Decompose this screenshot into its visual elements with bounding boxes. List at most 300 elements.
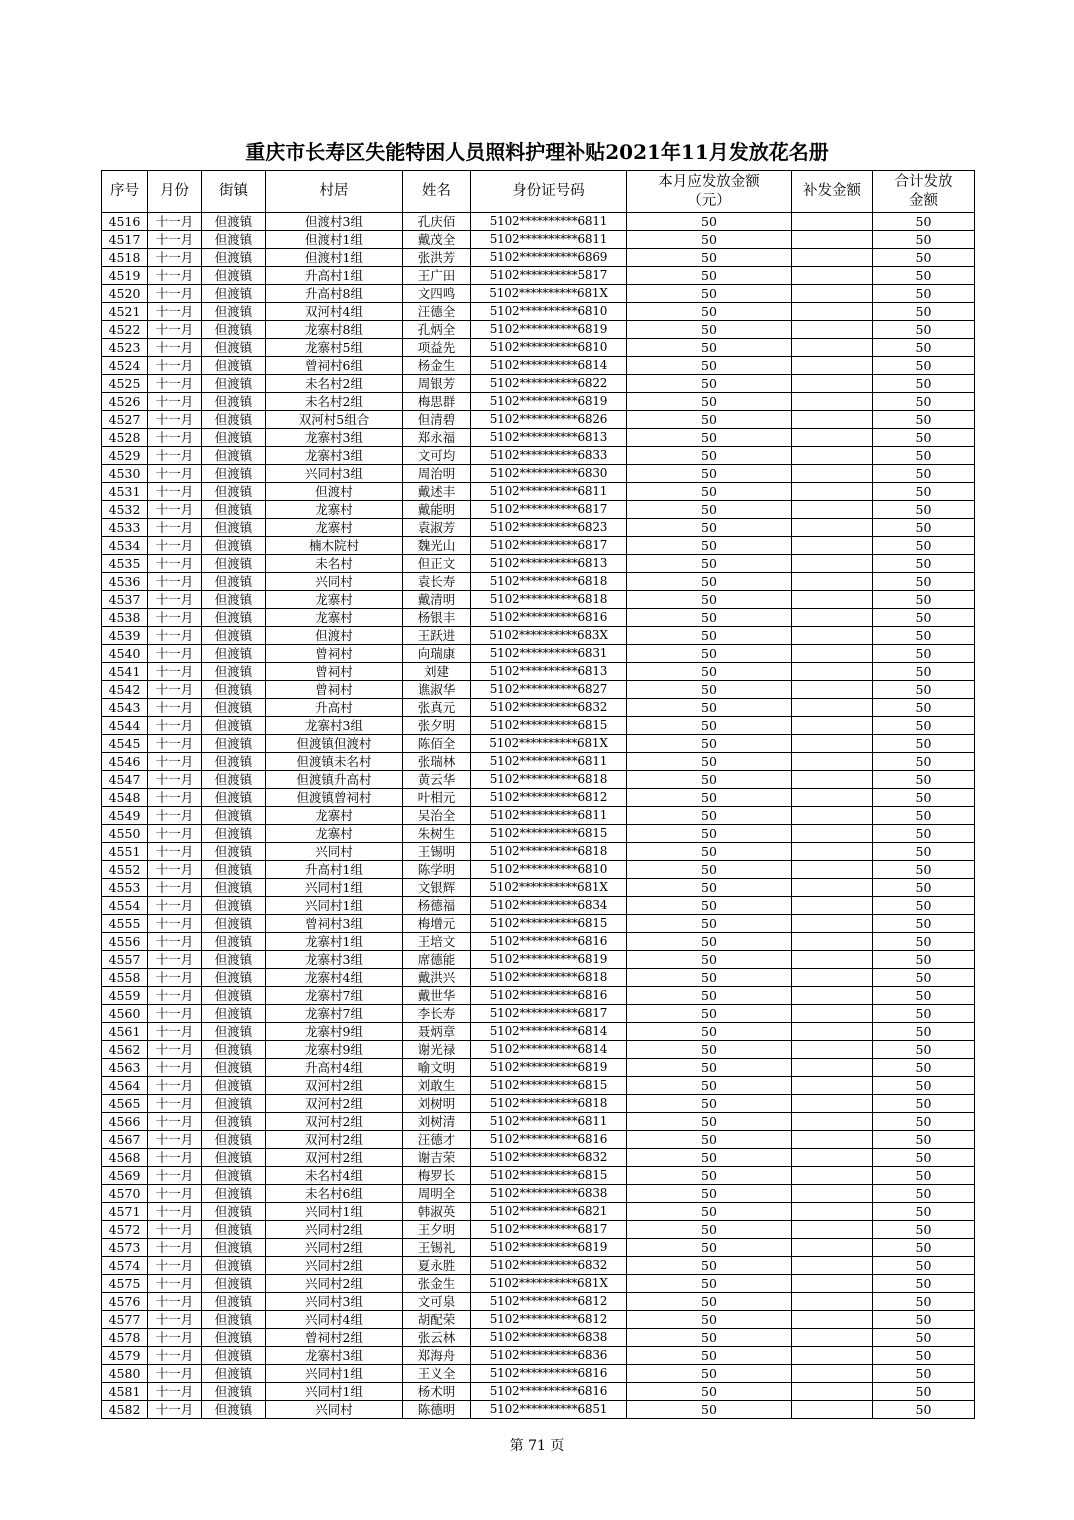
supplement-cell (792, 699, 873, 717)
month-cell: 十一月 (148, 1005, 202, 1023)
name-cell: 文四鸣 (403, 285, 471, 303)
total-cell: 50 (873, 969, 975, 987)
amount-cell: 50 (627, 861, 792, 879)
id-cell: 5102**********6811 (471, 231, 627, 249)
amount-cell: 50 (627, 1113, 792, 1131)
month-cell: 十一月 (148, 1095, 202, 1113)
town-cell: 但渡镇 (202, 717, 266, 735)
amount-cell: 50 (627, 429, 792, 447)
supplement-cell (792, 1185, 873, 1203)
total-cell: 50 (873, 1149, 975, 1167)
amount-cell: 50 (627, 663, 792, 681)
id-cell: 5102**********6819 (471, 321, 627, 339)
amount-cell: 50 (627, 231, 792, 249)
month-cell: 十一月 (148, 1329, 202, 1347)
village-cell: 双河村2组 (266, 1095, 403, 1113)
town-cell: 但渡镇 (202, 1113, 266, 1131)
seq-cell: 4545 (102, 735, 148, 753)
town-cell: 但渡镇 (202, 1221, 266, 1239)
header-col-month: 月份 (148, 171, 202, 213)
town-cell: 但渡镇 (202, 1203, 266, 1221)
total-cell: 50 (873, 1347, 975, 1365)
town-cell: 但渡镇 (202, 429, 266, 447)
id-cell: 5102**********6811 (471, 1113, 627, 1131)
name-cell: 刘建 (403, 663, 471, 681)
id-cell: 5102**********6812 (471, 1293, 627, 1311)
town-cell: 但渡镇 (202, 897, 266, 915)
total-cell: 50 (873, 1401, 975, 1419)
table-row (102, 1149, 975, 1167)
name-cell: 魏光山 (403, 537, 471, 555)
town-cell: 但渡镇 (202, 735, 266, 753)
id-cell: 5102**********6827 (471, 681, 627, 699)
seq-cell: 4575 (102, 1275, 148, 1293)
town-cell: 但渡镇 (202, 861, 266, 879)
seq-cell: 4549 (102, 807, 148, 825)
seq-cell: 4521 (102, 303, 148, 321)
total-cell: 50 (873, 375, 975, 393)
supplement-cell (792, 501, 873, 519)
village-cell: 曾祠村6组 (266, 357, 403, 375)
supplement-cell (792, 429, 873, 447)
village-cell: 双河村2组 (266, 1113, 403, 1131)
supplement-cell (792, 1239, 873, 1257)
supplement-cell (792, 1221, 873, 1239)
village-cell: 曾祠村 (266, 681, 403, 699)
name-cell: 周银芳 (403, 375, 471, 393)
village-cell: 未名村6组 (266, 1185, 403, 1203)
amount-cell: 50 (627, 681, 792, 699)
amount-cell: 50 (627, 267, 792, 285)
seq-cell: 4518 (102, 249, 148, 267)
id-cell: 5102**********6816 (471, 1383, 627, 1401)
amount-cell: 50 (627, 357, 792, 375)
town-cell: 但渡镇 (202, 573, 266, 591)
amount-cell: 50 (627, 339, 792, 357)
id-cell: 5102**********6815 (471, 1077, 627, 1095)
supplement-cell (792, 267, 873, 285)
supplement-cell (792, 285, 873, 303)
town-cell: 但渡镇 (202, 213, 266, 231)
seq-cell: 4547 (102, 771, 148, 789)
supplement-cell (792, 1275, 873, 1293)
name-cell: 席德能 (403, 951, 471, 969)
table-row (102, 1311, 975, 1329)
month-cell: 十一月 (148, 969, 202, 987)
name-cell: 梅增元 (403, 915, 471, 933)
village-cell: 升高村1组 (266, 861, 403, 879)
supplement-cell (792, 807, 873, 825)
town-cell: 但渡镇 (202, 411, 266, 429)
total-cell: 50 (873, 411, 975, 429)
total-cell: 50 (873, 951, 975, 969)
name-cell: 刘树清 (403, 1113, 471, 1131)
village-cell: 龙寨村7组 (266, 1005, 403, 1023)
total-cell: 50 (873, 501, 975, 519)
month-cell: 十一月 (148, 303, 202, 321)
table-row (102, 537, 975, 555)
amount-cell: 50 (627, 753, 792, 771)
town-cell: 但渡镇 (202, 663, 266, 681)
total-cell: 50 (873, 1167, 975, 1185)
supplement-cell (792, 681, 873, 699)
table-row (102, 771, 975, 789)
total-cell: 50 (873, 627, 975, 645)
supplement-cell (792, 1347, 873, 1365)
supplement-cell (792, 1041, 873, 1059)
amount-cell: 50 (627, 1059, 792, 1077)
month-cell: 十一月 (148, 285, 202, 303)
table-row (102, 915, 975, 933)
month-cell: 十一月 (148, 807, 202, 825)
total-cell: 50 (873, 591, 975, 609)
id-cell: 5102**********6815 (471, 915, 627, 933)
seq-cell: 4556 (102, 933, 148, 951)
month-cell: 十一月 (148, 1167, 202, 1185)
month-cell: 十一月 (148, 1113, 202, 1131)
id-cell: 5102**********6834 (471, 897, 627, 915)
total-cell: 50 (873, 1239, 975, 1257)
id-cell: 5102**********6838 (471, 1329, 627, 1347)
table-row (102, 1005, 975, 1023)
month-cell: 十一月 (148, 609, 202, 627)
id-cell: 5102**********6811 (471, 807, 627, 825)
table-row (102, 897, 975, 915)
total-cell: 50 (873, 681, 975, 699)
town-cell: 但渡镇 (202, 969, 266, 987)
total-cell: 50 (873, 285, 975, 303)
amount-cell: 50 (627, 1095, 792, 1113)
supplement-cell (792, 1257, 873, 1275)
table-row (102, 213, 975, 231)
name-cell: 汪德才 (403, 1131, 471, 1149)
supplement-cell (792, 1203, 873, 1221)
village-cell: 双河村5组合 (266, 411, 403, 429)
id-cell: 5102**********6833 (471, 447, 627, 465)
month-cell: 十一月 (148, 1149, 202, 1167)
name-cell: 陈德明 (403, 1401, 471, 1419)
table-row (102, 627, 975, 645)
seq-cell: 4534 (102, 537, 148, 555)
month-cell: 十一月 (148, 681, 202, 699)
village-cell: 兴同村1组 (266, 1365, 403, 1383)
village-cell: 但渡村 (266, 627, 403, 645)
total-cell: 50 (873, 555, 975, 573)
id-cell: 5102**********6816 (471, 987, 627, 1005)
amount-cell: 50 (627, 303, 792, 321)
total-cell: 50 (873, 933, 975, 951)
name-cell: 王锡明 (403, 843, 471, 861)
village-cell: 龙寨村5组 (266, 339, 403, 357)
id-cell: 5102**********6819 (471, 393, 627, 411)
seq-cell: 4577 (102, 1311, 148, 1329)
table-row (102, 285, 975, 303)
town-cell: 但渡镇 (202, 303, 266, 321)
table-row (102, 645, 975, 663)
amount-cell: 50 (627, 1185, 792, 1203)
table-row (102, 1221, 975, 1239)
seq-cell: 4520 (102, 285, 148, 303)
total-cell: 50 (873, 1383, 975, 1401)
supplement-cell (792, 213, 873, 231)
name-cell: 梅思群 (403, 393, 471, 411)
month-cell: 十一月 (148, 231, 202, 249)
town-cell: 但渡镇 (202, 699, 266, 717)
id-cell: 5102**********6811 (471, 753, 627, 771)
town-cell: 但渡镇 (202, 1149, 266, 1167)
amount-cell: 50 (627, 1383, 792, 1401)
town-cell: 但渡镇 (202, 951, 266, 969)
supplement-cell (792, 1329, 873, 1347)
seq-cell: 4557 (102, 951, 148, 969)
id-cell: 5102**********6814 (471, 357, 627, 375)
supplement-cell (792, 573, 873, 591)
total-cell: 50 (873, 1257, 975, 1275)
supplement-cell (792, 1113, 873, 1131)
town-cell: 但渡镇 (202, 1401, 266, 1419)
table-row (102, 969, 975, 987)
supplement-cell (792, 537, 873, 555)
id-cell: 5102**********6823 (471, 519, 627, 537)
town-cell: 但渡镇 (202, 987, 266, 1005)
table-row (102, 573, 975, 591)
total-cell: 50 (873, 1203, 975, 1221)
id-cell: 5102**********6818 (471, 591, 627, 609)
supplement-cell (792, 339, 873, 357)
town-cell: 但渡镇 (202, 555, 266, 573)
amount-cell: 50 (627, 627, 792, 645)
name-cell: 谢光禄 (403, 1041, 471, 1059)
seq-cell: 4525 (102, 375, 148, 393)
total-cell: 50 (873, 519, 975, 537)
name-cell: 王培文 (403, 933, 471, 951)
supplement-cell (792, 303, 873, 321)
total-cell: 50 (873, 753, 975, 771)
amount-cell: 50 (627, 1257, 792, 1275)
seq-cell: 4533 (102, 519, 148, 537)
table-row (102, 753, 975, 771)
total-cell: 50 (873, 303, 975, 321)
table-row (102, 1383, 975, 1401)
month-cell: 十一月 (148, 861, 202, 879)
month-cell: 十一月 (148, 465, 202, 483)
supplement-cell (792, 231, 873, 249)
id-cell: 5102**********6817 (471, 1221, 627, 1239)
id-cell: 5102**********6818 (471, 771, 627, 789)
month-cell: 十一月 (148, 1347, 202, 1365)
table-row (102, 609, 975, 627)
name-cell: 朱树生 (403, 825, 471, 843)
town-cell: 但渡镇 (202, 915, 266, 933)
month-cell: 十一月 (148, 933, 202, 951)
table-row (102, 321, 975, 339)
village-cell: 未名村2组 (266, 393, 403, 411)
town-cell: 但渡镇 (202, 357, 266, 375)
id-cell: 5102**********6818 (471, 573, 627, 591)
amount-cell: 50 (627, 699, 792, 717)
name-cell: 梅罗长 (403, 1167, 471, 1185)
month-cell: 十一月 (148, 1077, 202, 1095)
month-cell: 十一月 (148, 555, 202, 573)
amount-cell: 50 (627, 1329, 792, 1347)
name-cell: 杨术明 (403, 1383, 471, 1401)
village-cell: 但渡村 (266, 483, 403, 501)
total-cell: 50 (873, 357, 975, 375)
amount-cell: 50 (627, 789, 792, 807)
table-row (102, 447, 975, 465)
name-cell: 文可泉 (403, 1293, 471, 1311)
total-cell: 50 (873, 1293, 975, 1311)
month-cell: 十一月 (148, 897, 202, 915)
supplement-cell (792, 1365, 873, 1383)
village-cell: 但渡镇未名村 (266, 753, 403, 771)
village-cell: 龙寨村3组 (266, 447, 403, 465)
table-row (102, 1113, 975, 1131)
month-cell: 十一月 (148, 249, 202, 267)
name-cell: 项益先 (403, 339, 471, 357)
table-row (102, 789, 975, 807)
supplement-cell (792, 1167, 873, 1185)
month-cell: 十一月 (148, 213, 202, 231)
total-cell: 50 (873, 1005, 975, 1023)
table-row (102, 1203, 975, 1221)
supplement-cell (792, 1149, 873, 1167)
town-cell: 但渡镇 (202, 321, 266, 339)
name-cell: 袁淑芳 (403, 519, 471, 537)
name-cell: 袁长寿 (403, 573, 471, 591)
month-cell: 十一月 (148, 699, 202, 717)
name-cell: 张云林 (403, 1329, 471, 1347)
table-row (102, 429, 975, 447)
month-cell: 十一月 (148, 267, 202, 285)
id-cell: 5102**********6831 (471, 645, 627, 663)
table-row (102, 1329, 975, 1347)
id-cell: 5102**********6812 (471, 789, 627, 807)
seq-cell: 4546 (102, 753, 148, 771)
month-cell: 十一月 (148, 519, 202, 537)
id-cell: 5102**********6812 (471, 1311, 627, 1329)
town-cell: 但渡镇 (202, 1383, 266, 1401)
total-cell: 50 (873, 987, 975, 1005)
id-cell: 5102**********6813 (471, 663, 627, 681)
total-cell: 50 (873, 879, 975, 897)
seq-cell: 4524 (102, 357, 148, 375)
total-cell: 50 (873, 321, 975, 339)
month-cell: 十一月 (148, 951, 202, 969)
table-row (102, 1041, 975, 1059)
id-cell: 5102**********6817 (471, 501, 627, 519)
village-cell: 曾祠村 (266, 645, 403, 663)
supplement-cell (792, 249, 873, 267)
name-cell: 孔庆佰 (403, 213, 471, 231)
id-cell: 5102**********6815 (471, 825, 627, 843)
seq-cell: 4570 (102, 1185, 148, 1203)
supplement-cell (792, 645, 873, 663)
seq-cell: 4523 (102, 339, 148, 357)
seq-cell: 4561 (102, 1023, 148, 1041)
name-cell: 孔炳全 (403, 321, 471, 339)
table-row (102, 861, 975, 879)
seq-cell: 4562 (102, 1041, 148, 1059)
supplement-cell (792, 915, 873, 933)
town-cell: 但渡镇 (202, 375, 266, 393)
town-cell: 但渡镇 (202, 1095, 266, 1113)
village-cell: 曾祠村3组 (266, 915, 403, 933)
amount-cell: 50 (627, 771, 792, 789)
town-cell: 但渡镇 (202, 933, 266, 951)
month-cell: 十一月 (148, 537, 202, 555)
month-cell: 十一月 (148, 339, 202, 357)
id-cell: 5102**********6838 (471, 1185, 627, 1203)
table-row (102, 951, 975, 969)
month-cell: 十一月 (148, 843, 202, 861)
month-cell: 十一月 (148, 771, 202, 789)
month-cell: 十一月 (148, 753, 202, 771)
seq-cell: 4564 (102, 1077, 148, 1095)
town-cell: 但渡镇 (202, 591, 266, 609)
seq-cell: 4568 (102, 1149, 148, 1167)
total-cell: 50 (873, 771, 975, 789)
amount-cell: 50 (627, 1005, 792, 1023)
town-cell: 但渡镇 (202, 1293, 266, 1311)
table-row (102, 267, 975, 285)
town-cell: 但渡镇 (202, 483, 266, 501)
table-row (102, 825, 975, 843)
month-cell: 十一月 (148, 1401, 202, 1419)
village-cell: 双河村2组 (266, 1131, 403, 1149)
seq-cell: 4563 (102, 1059, 148, 1077)
supplement-cell (792, 663, 873, 681)
table-row (102, 681, 975, 699)
amount-cell: 50 (627, 807, 792, 825)
id-cell: 5102**********6816 (471, 1365, 627, 1383)
town-cell: 但渡镇 (202, 339, 266, 357)
amount-cell: 50 (627, 573, 792, 591)
seq-cell: 4579 (102, 1347, 148, 1365)
id-cell: 5102**********6819 (471, 1239, 627, 1257)
table-row (102, 663, 975, 681)
month-cell: 十一月 (148, 411, 202, 429)
village-cell: 龙寨村 (266, 519, 403, 537)
amount-cell: 50 (627, 501, 792, 519)
name-cell: 郑海舟 (403, 1347, 471, 1365)
village-cell: 兴同村1组 (266, 1383, 403, 1401)
name-cell: 陈佰全 (403, 735, 471, 753)
month-cell: 十一月 (148, 447, 202, 465)
village-cell: 升高村4组 (266, 1059, 403, 1077)
town-cell: 但渡镇 (202, 807, 266, 825)
table-row (102, 1347, 975, 1365)
name-cell: 戴清明 (403, 591, 471, 609)
village-cell: 双河村2组 (266, 1077, 403, 1095)
total-cell: 50 (873, 861, 975, 879)
supplement-cell (792, 1005, 873, 1023)
town-cell: 但渡镇 (202, 825, 266, 843)
village-cell: 龙寨村9组 (266, 1041, 403, 1059)
name-cell: 张瑞林 (403, 753, 471, 771)
id-cell: 5102**********6869 (471, 249, 627, 267)
amount-cell: 50 (627, 933, 792, 951)
id-cell: 5102**********6814 (471, 1041, 627, 1059)
supplement-cell (792, 393, 873, 411)
month-cell: 十一月 (148, 1311, 202, 1329)
amount-cell: 50 (627, 1239, 792, 1257)
id-cell: 5102**********6826 (471, 411, 627, 429)
seq-cell: 4539 (102, 627, 148, 645)
total-cell: 50 (873, 1041, 975, 1059)
id-cell: 5102**********6819 (471, 1059, 627, 1077)
seq-cell: 4573 (102, 1239, 148, 1257)
